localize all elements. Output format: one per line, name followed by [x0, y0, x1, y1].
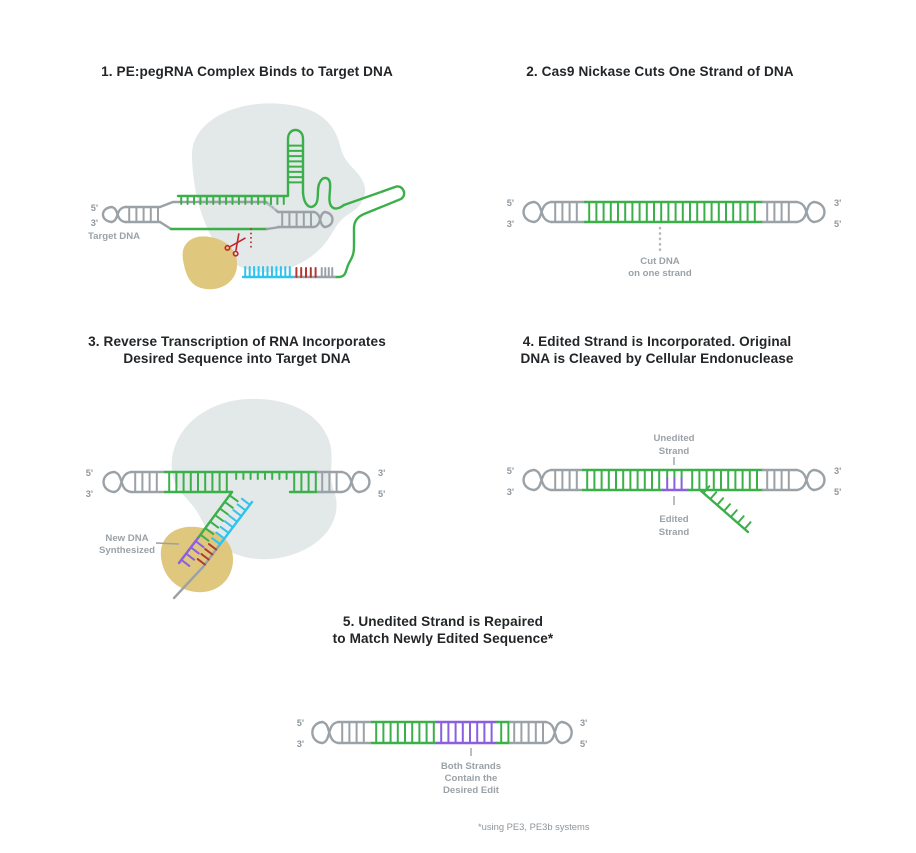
bottom-strand-connector-left [160, 222, 171, 229]
dna-duplex-repaired [312, 722, 571, 743]
unedited-strand-label: Strand [658, 446, 690, 457]
cleaved-flap-comb [700, 486, 750, 532]
rt-template-homology-comb [322, 268, 333, 277]
three-prime-label: 3' [378, 468, 386, 478]
dna-duplex-nicked [524, 202, 825, 222]
panel-4-title [478, 334, 836, 367]
five-prime-label: 5' [506, 198, 514, 208]
title-line: 3. Reverse Transcription of RNA Incorporates [88, 334, 386, 349]
panel-2-title: 2. Cas9 Nickase Cuts One Strand of DNA [526, 64, 794, 79]
title-line: 4. Edited Strand is Incorporated. Original [522, 334, 792, 349]
five-prime-label: 5' [506, 466, 514, 476]
edited-strand-label: Strand [658, 527, 690, 538]
dna-duplex-edited [524, 470, 825, 490]
rt-template-edit-comb [296, 268, 315, 277]
target-dna-label: Target DNA [88, 231, 141, 242]
five-prime-label: 5' [296, 718, 304, 728]
panel-1-figure [70, 95, 460, 305]
unedited-strand-label: Unedited [653, 433, 695, 444]
three-prime-label: 3' [85, 489, 93, 499]
pegrna-spacer-comb [178, 196, 287, 204]
panel-4-figure [490, 420, 900, 605]
five-prime-label: 5' [85, 468, 93, 478]
panel-3-title [58, 334, 416, 367]
cut-dna-label: on one strand [628, 268, 692, 279]
three-prime-label: 3' [296, 739, 304, 749]
new-dna-pointer-line [156, 543, 179, 544]
five-prime-label: 5' [378, 489, 386, 499]
edited-strand-label: Edited [659, 514, 689, 525]
primer-binding-site-comb [243, 267, 292, 277]
title-line: to Match Newly Edited Sequence* [332, 630, 554, 646]
three-prime-label: 3' [90, 218, 98, 228]
three-prime-label: 3' [506, 487, 514, 497]
five-prime-label: 5' [90, 203, 98, 213]
panel-1-title: 1. PE:pegRNA Complex Binds to Target DNA [101, 64, 393, 79]
title-line: 5. Unedited Strand is Repaired [342, 614, 544, 629]
title-line: Desired Sequence into Target DNA [123, 350, 351, 366]
three-prime-label: 3' [506, 219, 514, 229]
panel-3-figure [60, 380, 480, 615]
footnote: *using PE3, PE3b systems [478, 821, 590, 832]
five-prime-label: 5' [834, 219, 842, 229]
cut-dna-label: Cut DNA [640, 256, 680, 267]
both-strands-label: Desired Edit [443, 785, 499, 796]
panel-5-figure [290, 700, 620, 815]
five-prime-label: 5' [834, 487, 842, 497]
new-dna-label: Synthesized [99, 545, 155, 556]
both-strands-label: Both Strands [440, 761, 502, 772]
both-strands-label: Contain the [444, 773, 498, 784]
pam-label: PAM [266, 201, 278, 212]
three-prime-label: 3' [834, 198, 842, 208]
panel-2-figure [490, 185, 890, 300]
target-dna-left-helix [103, 207, 160, 222]
three-prime-label: 3' [580, 718, 588, 728]
new-dna-label: New DNA [105, 533, 149, 544]
five-prime-label: 5' [580, 739, 588, 749]
panel-5-title [265, 614, 621, 647]
three-prime-label: 3' [834, 466, 842, 476]
title-line: DNA is Cleaved by Cellular Endonuclease [520, 350, 794, 366]
